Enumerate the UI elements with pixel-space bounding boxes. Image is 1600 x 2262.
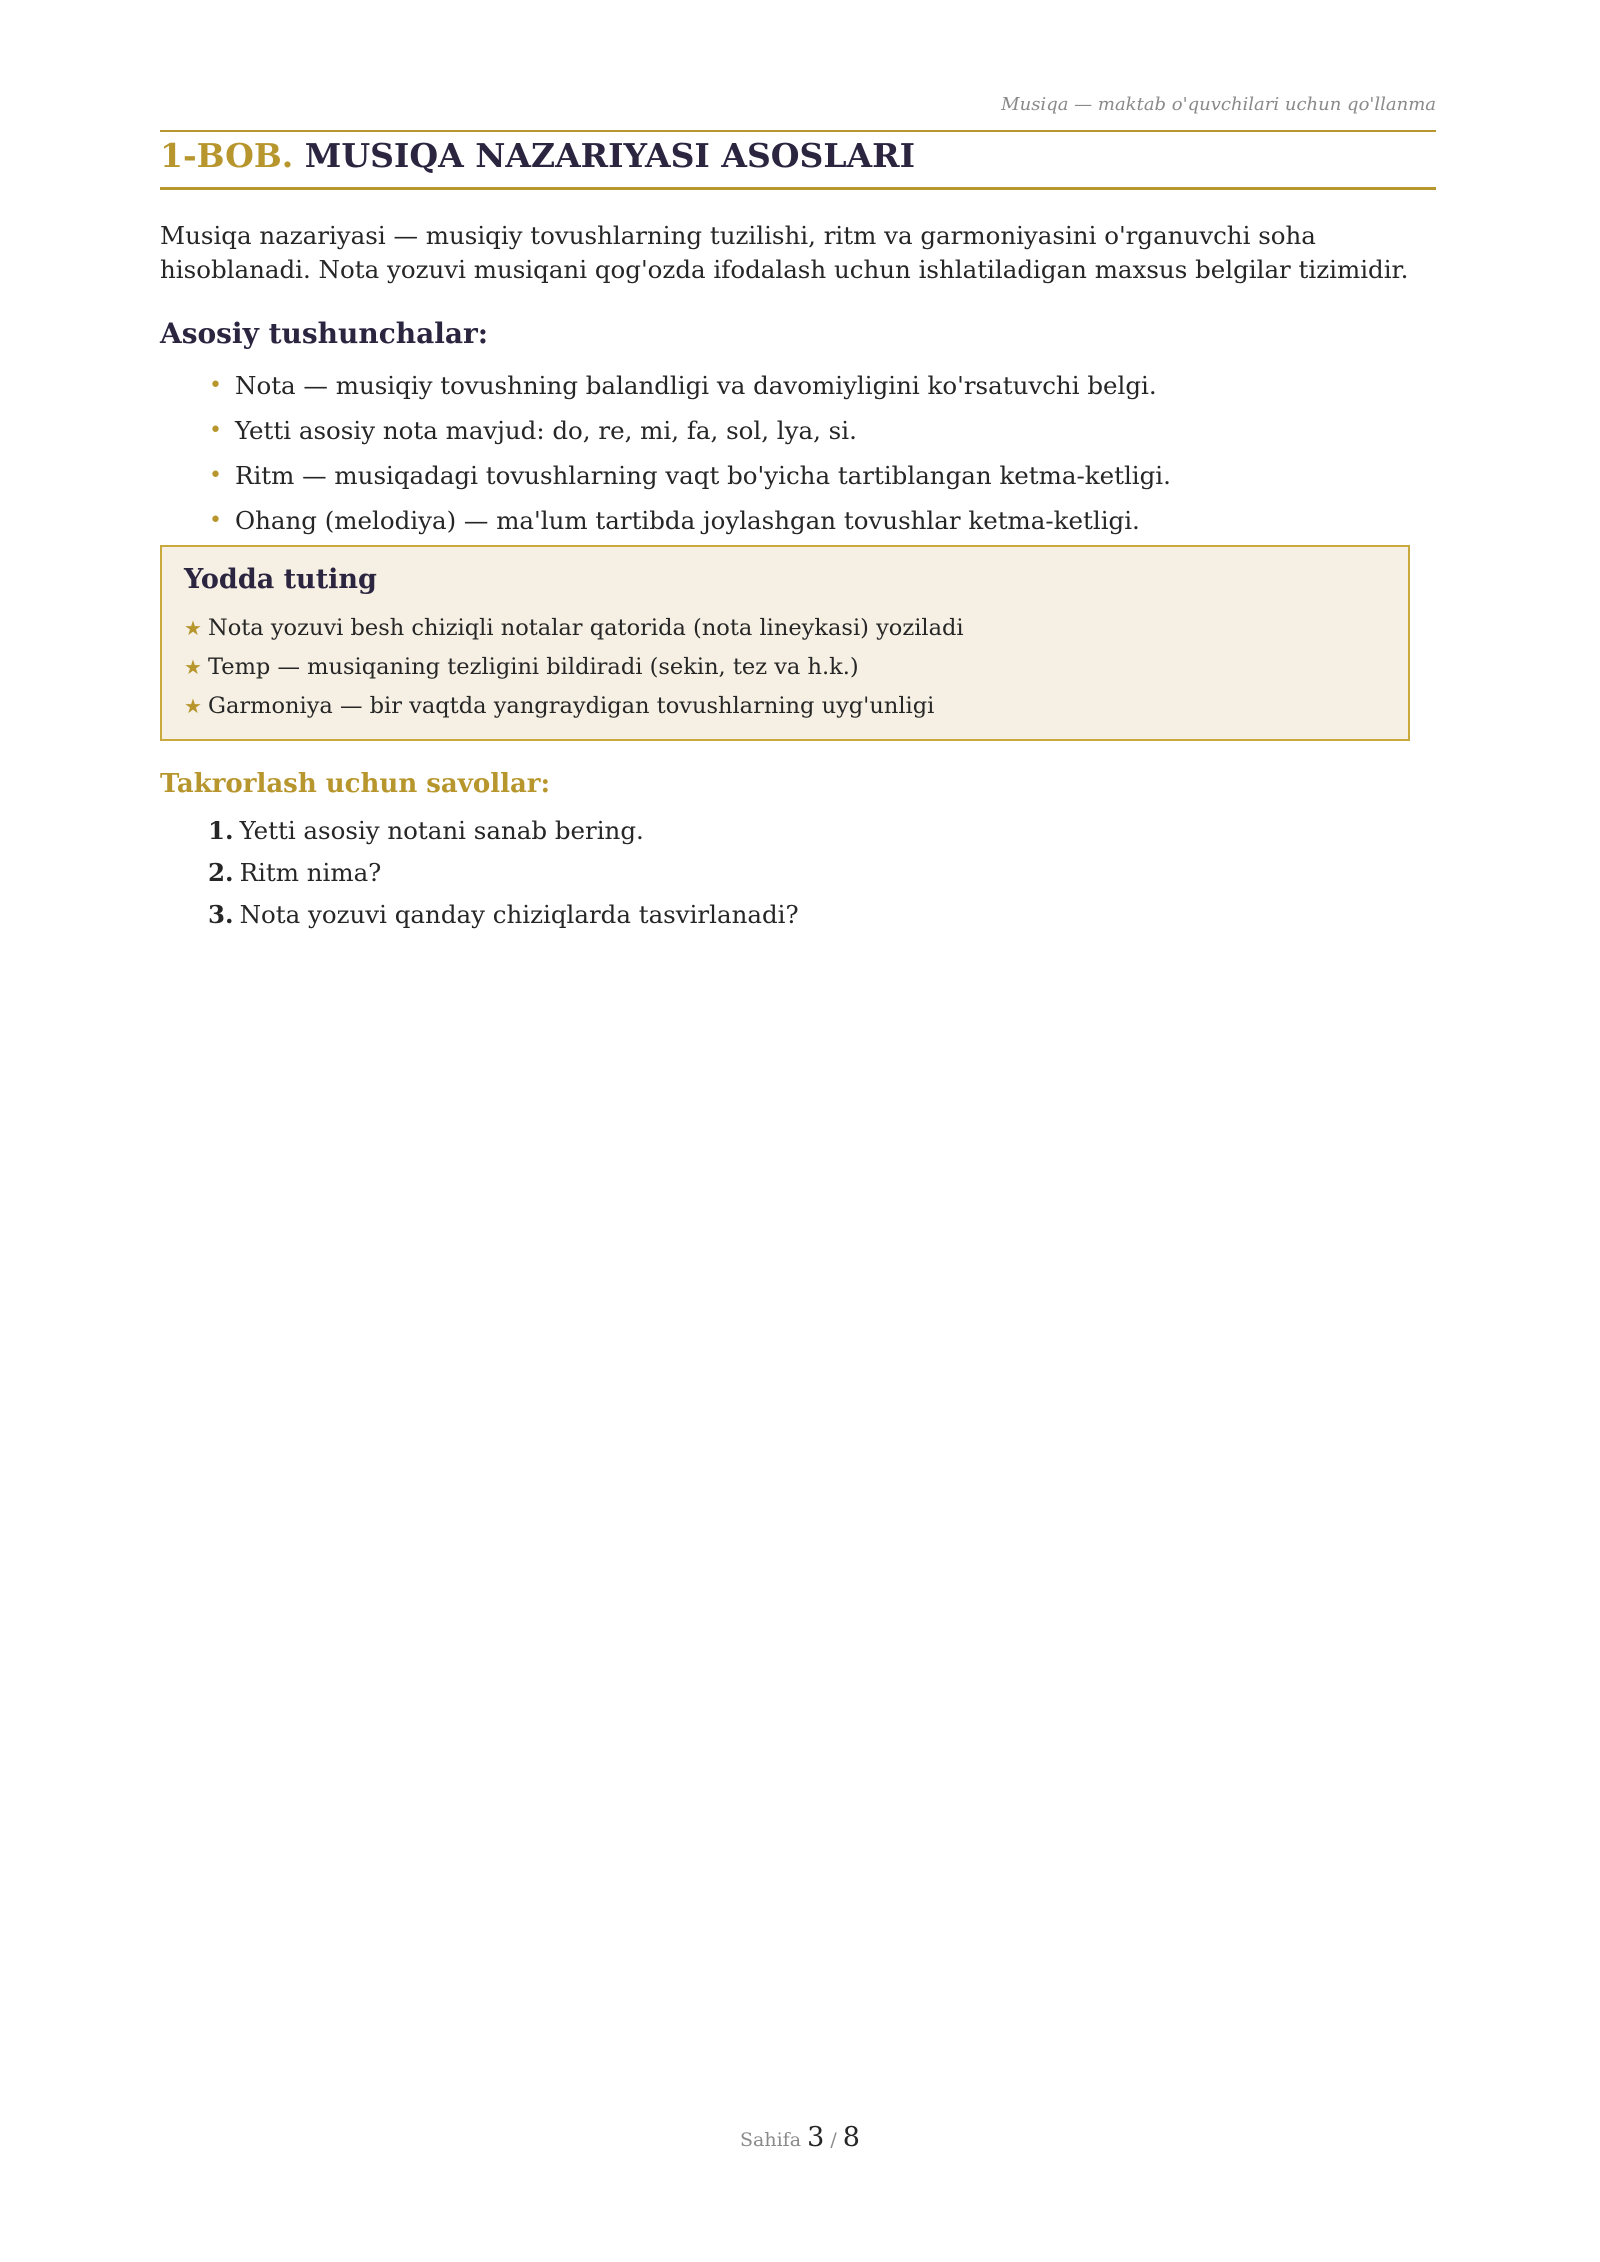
list-item-text: Garmoniya — bir vaqtda yangraydigan tovushlarning uyg'unligi <box>208 693 935 719</box>
concepts-heading: Asosiy tushunchalar: <box>160 317 489 350</box>
list-item-text: Ohang (melodiya) — ma'lum tartibda joylashgan tovushlar ketma-ketligi. <box>235 506 1140 535</box>
list-item-text: Temp — musiqaning tezligini bildiradi (sekin, tez va h.k.) <box>208 654 859 680</box>
intro-paragraph: Musiqa nazariyasi — musiqiy tovushlarning tuzilishi, ritm va garmoniyasini o'rganuvchi soha hisoblanadi. Nota yozuvi musiqani qog'ozda ifodalash uchun ishlatiladigan maxsus belgilar tizimidir. <box>160 221 1409 284</box>
question-number: 1. <box>208 816 234 845</box>
chapter-title <box>160 134 1436 178</box>
list-item-text: Ritm — musiqadagi tovushlarning vaqt bo'yicha tartiblangan ketma-ketligi. <box>235 461 1171 490</box>
list-item-text: Nota yozuvi besh chiziqli notalar qatorida (nota lineykasi) yoziladi <box>208 615 964 641</box>
question-item <box>160 810 799 852</box>
question-text: Yetti asosiy notani sanab bering. <box>239 816 644 845</box>
running-header: Musiqa — maktab o'quvchilari uchun qo'llanma <box>1001 94 1436 115</box>
remember-list <box>184 609 964 726</box>
question-text: Ritm nima? <box>239 858 382 887</box>
list-item <box>160 363 1171 408</box>
remember-box-title: Yodda tuting <box>184 564 377 595</box>
list-item <box>160 408 1171 453</box>
current-page-number: 3 <box>807 2122 825 2153</box>
total-pages-number: 8 <box>842 2122 860 2153</box>
question-item <box>160 894 799 936</box>
star-icon: ★ <box>184 655 202 679</box>
review-heading: Takrorlash uchun savollar: <box>160 769 551 799</box>
questions-list <box>160 810 799 936</box>
page-footer <box>0 2122 1600 2153</box>
title-rule <box>160 187 1436 190</box>
list-item-text: Yetti asosiy nota mavjud: do, re, mi, fa, sol, lya, si. <box>235 416 857 445</box>
remember-box <box>160 545 1410 741</box>
question-number: 3. <box>208 900 234 929</box>
question-text: Nota yozuvi qanday chiziqlarda tasvirlanadi? <box>239 900 799 929</box>
star-icon: ★ <box>184 694 202 718</box>
page-separator: / <box>830 2129 837 2151</box>
list-item <box>160 498 1171 543</box>
question-item <box>160 852 799 894</box>
list-item <box>160 453 1171 498</box>
list-item-text: Nota — musiqiy tovushning balandligi va davomiyligini ko'rsatuvchi belgi. <box>235 371 1157 400</box>
bullet-dot-icon: • <box>209 463 222 488</box>
page-label: Sahifa <box>740 2129 802 2151</box>
bullet-dot-icon: • <box>209 373 222 398</box>
bullet-dot-icon: • <box>209 508 222 533</box>
chapter-name: MUSIQA NAZARIYASI ASOSLARI <box>304 136 916 175</box>
list-item <box>184 687 964 726</box>
list-item <box>184 609 964 648</box>
header-rule <box>160 130 1436 132</box>
star-icon: ★ <box>184 616 202 640</box>
chapter-number: 1-BOB. <box>160 136 294 175</box>
bullet-dot-icon: • <box>209 418 222 443</box>
question-number: 2. <box>208 858 234 887</box>
list-item <box>184 648 964 687</box>
concepts-list <box>160 363 1171 543</box>
